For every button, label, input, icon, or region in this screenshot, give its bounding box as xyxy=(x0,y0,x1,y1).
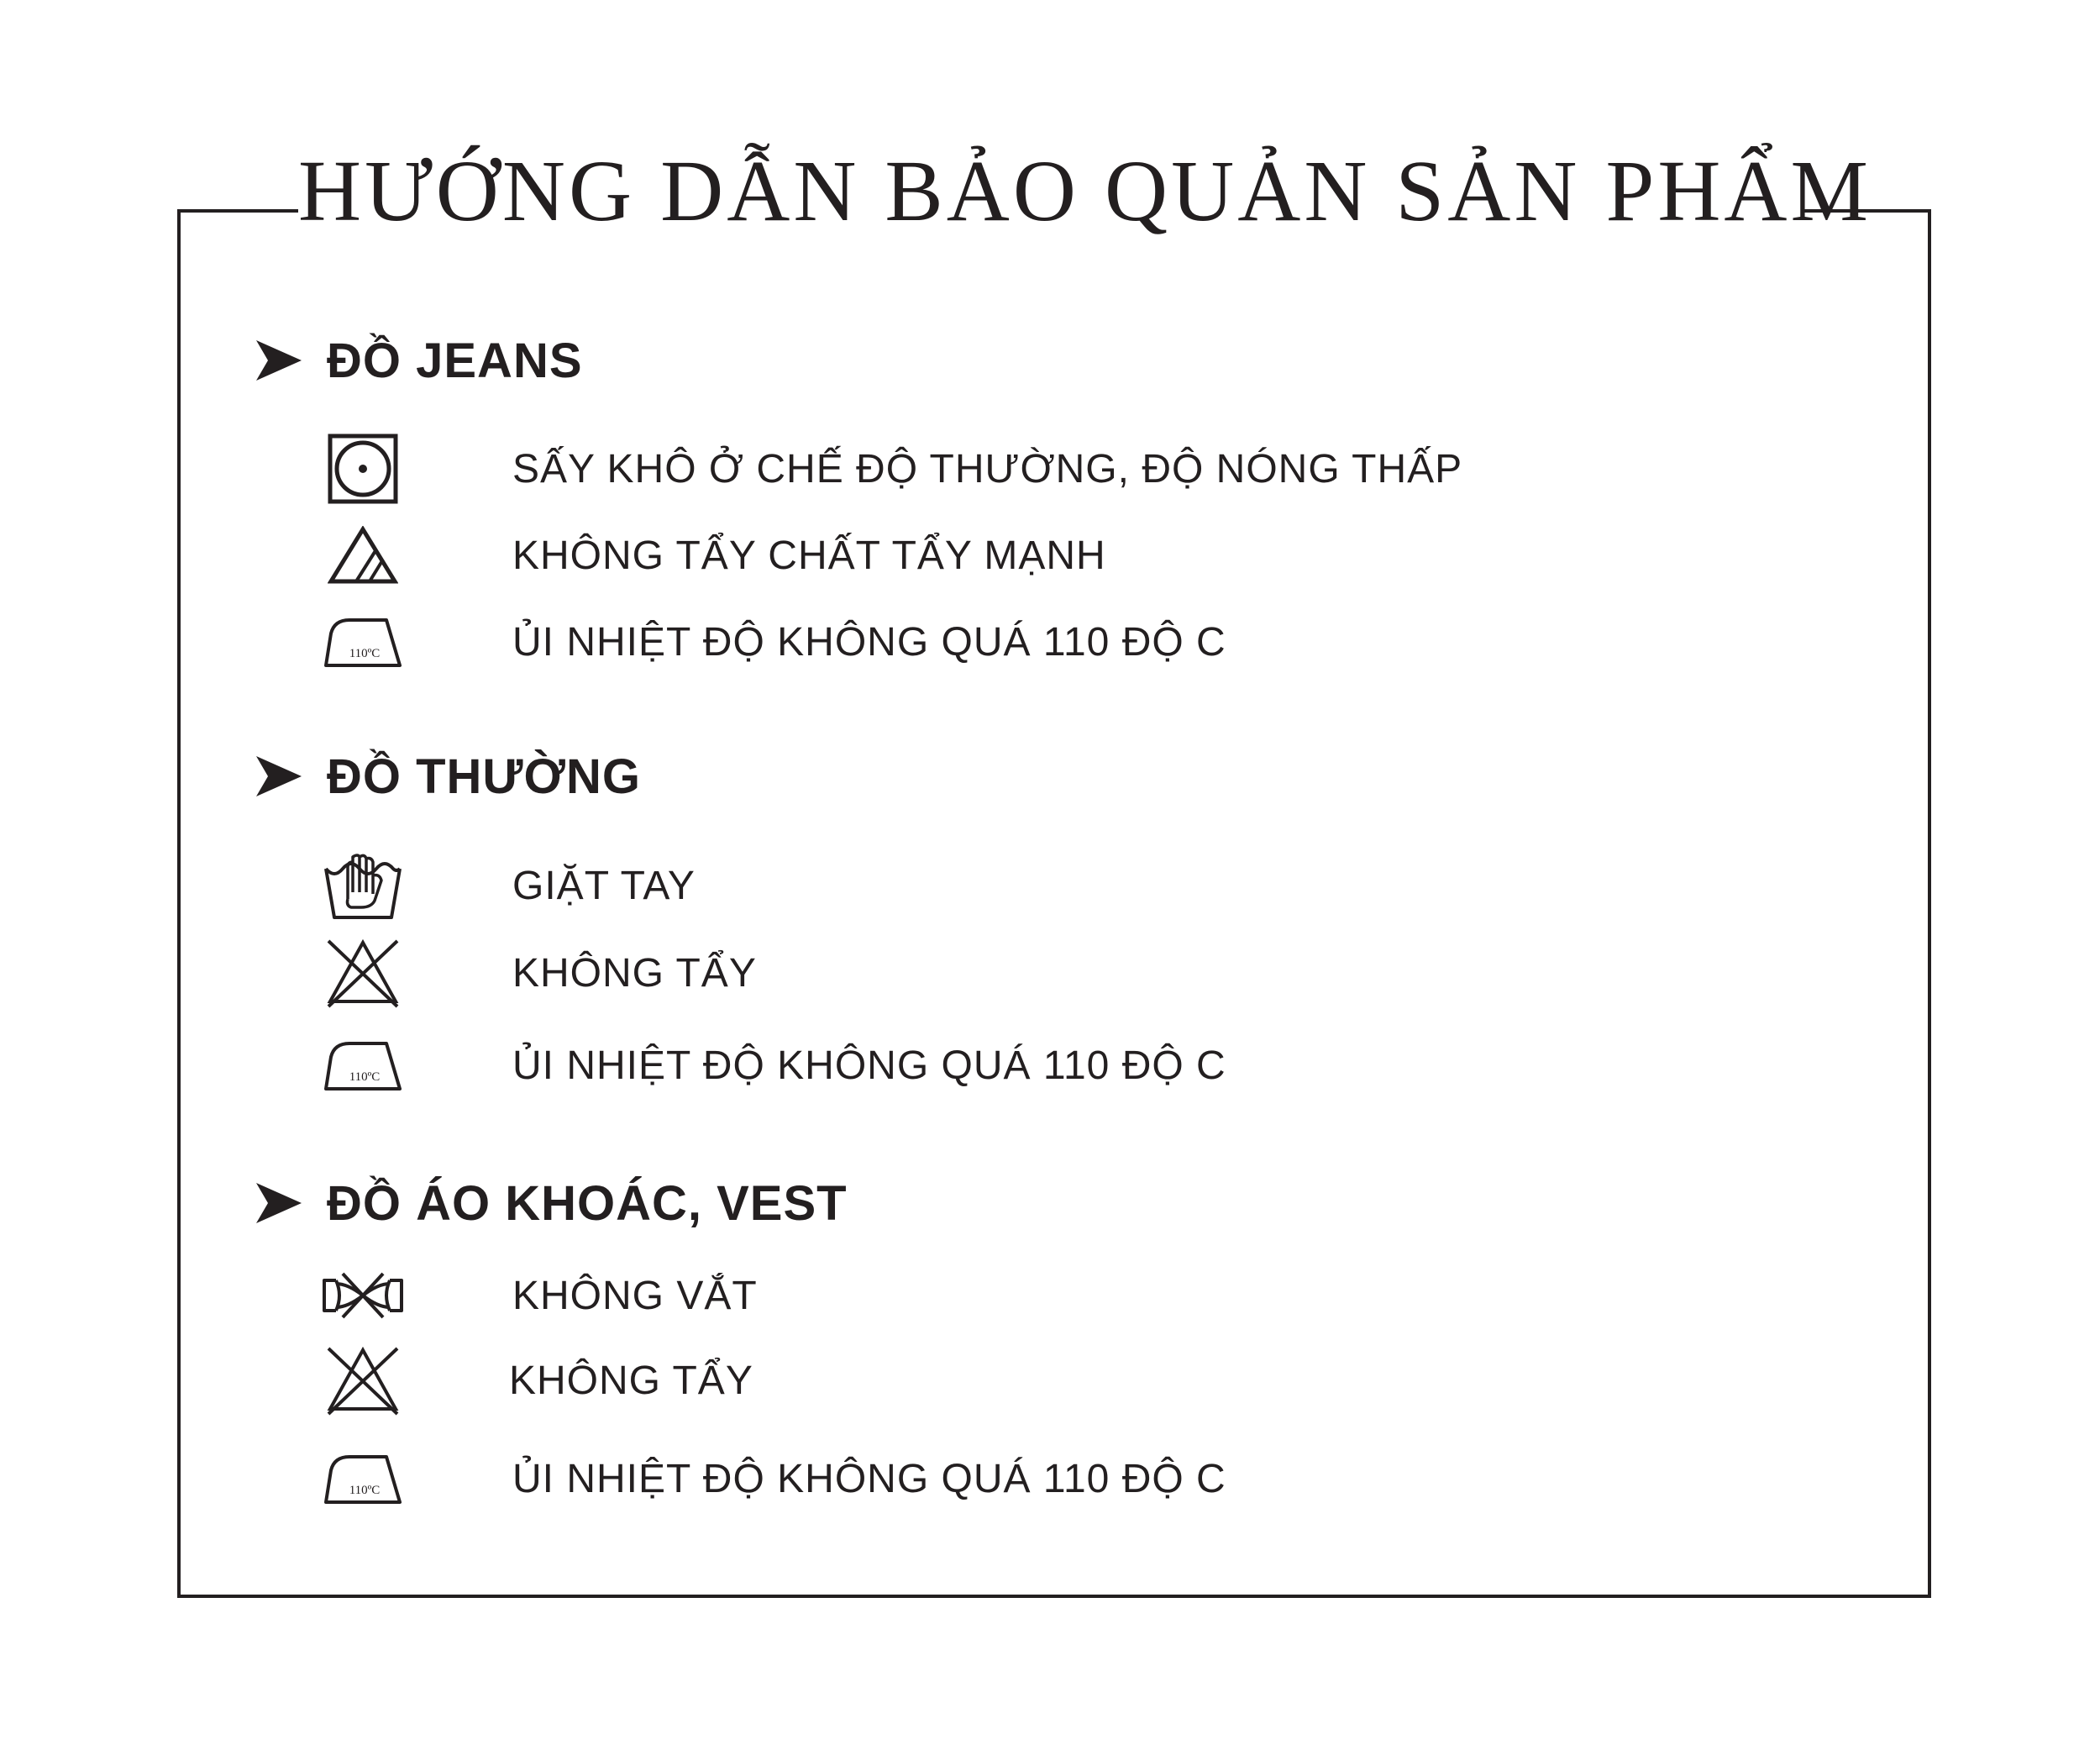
iron-110c-icon xyxy=(321,600,405,684)
care-item-label: SẤY KHÔ Ở CHẾ ĐỘ THƯỜNG, ĐỘ NÓNG THẤP xyxy=(512,446,1463,491)
tumble-dry-low-icon xyxy=(321,427,405,511)
care-item-do-not-bleach xyxy=(321,1338,753,1422)
care-item-do-not-wring xyxy=(321,1253,758,1337)
care-item-label: ỦI NHIỆT ĐỘ KHÔNG QUÁ 110 ĐỘ C xyxy=(512,1043,1226,1088)
care-item-label: KHÔNG TẨY CHẤT TẨY MẠNH xyxy=(512,533,1106,578)
section-header-regular xyxy=(256,743,641,810)
care-item-label: ỦI NHIỆT ĐỘ KHÔNG QUÁ 110 ĐỘ C xyxy=(512,1456,1226,1501)
do-not-bleach-icon xyxy=(321,931,405,1015)
iron-110c-icon xyxy=(321,1437,405,1521)
care-item-label: GIẶT TAY xyxy=(512,863,696,908)
section-header-coats xyxy=(256,1169,848,1237)
section-title: ĐỒ JEANS xyxy=(327,333,583,388)
care-item-hand-wash xyxy=(321,843,696,928)
care-item-iron xyxy=(321,600,1226,684)
care-item-label: KHÔNG TẨY xyxy=(509,1358,753,1403)
do-not-bleach-icon xyxy=(321,1338,405,1422)
iron-110c-icon xyxy=(321,1023,405,1107)
non-chlorine-bleach-icon xyxy=(321,513,405,597)
iron-temperature-text: 110ºC xyxy=(349,647,381,660)
care-item-non-chlorine-bleach xyxy=(321,513,1106,597)
iron-temperature-text: 110ºC xyxy=(349,1070,381,1084)
page-title: HƯỚNG DẪN BẢO QUẢN SẢN PHẨM xyxy=(298,133,1802,250)
section-title: ĐỒ THƯỜNG xyxy=(327,749,642,804)
iron-temperature-text: 110ºC xyxy=(349,1484,381,1497)
care-item-iron xyxy=(321,1437,1226,1521)
do-not-wring-icon xyxy=(321,1253,405,1337)
care-item-do-not-bleach xyxy=(321,931,757,1015)
care-item-iron xyxy=(321,1023,1226,1107)
arrow-bullet-icon xyxy=(256,340,302,381)
care-item-label: KHÔNG TẨY xyxy=(512,950,757,996)
section-title: ĐỒ ÁO KHOÁC, VEST xyxy=(327,1175,848,1231)
care-item-label: ỦI NHIỆT ĐỘ KHÔNG QUÁ 110 ĐỘ C xyxy=(512,619,1226,665)
care-item-label: KHÔNG VẮT xyxy=(512,1273,758,1318)
hand-wash-icon xyxy=(321,843,405,928)
section-header-jeans xyxy=(256,327,583,394)
arrow-bullet-icon xyxy=(256,756,302,796)
care-item-tumble-dry xyxy=(321,427,1462,511)
arrow-bullet-icon xyxy=(256,1183,302,1223)
